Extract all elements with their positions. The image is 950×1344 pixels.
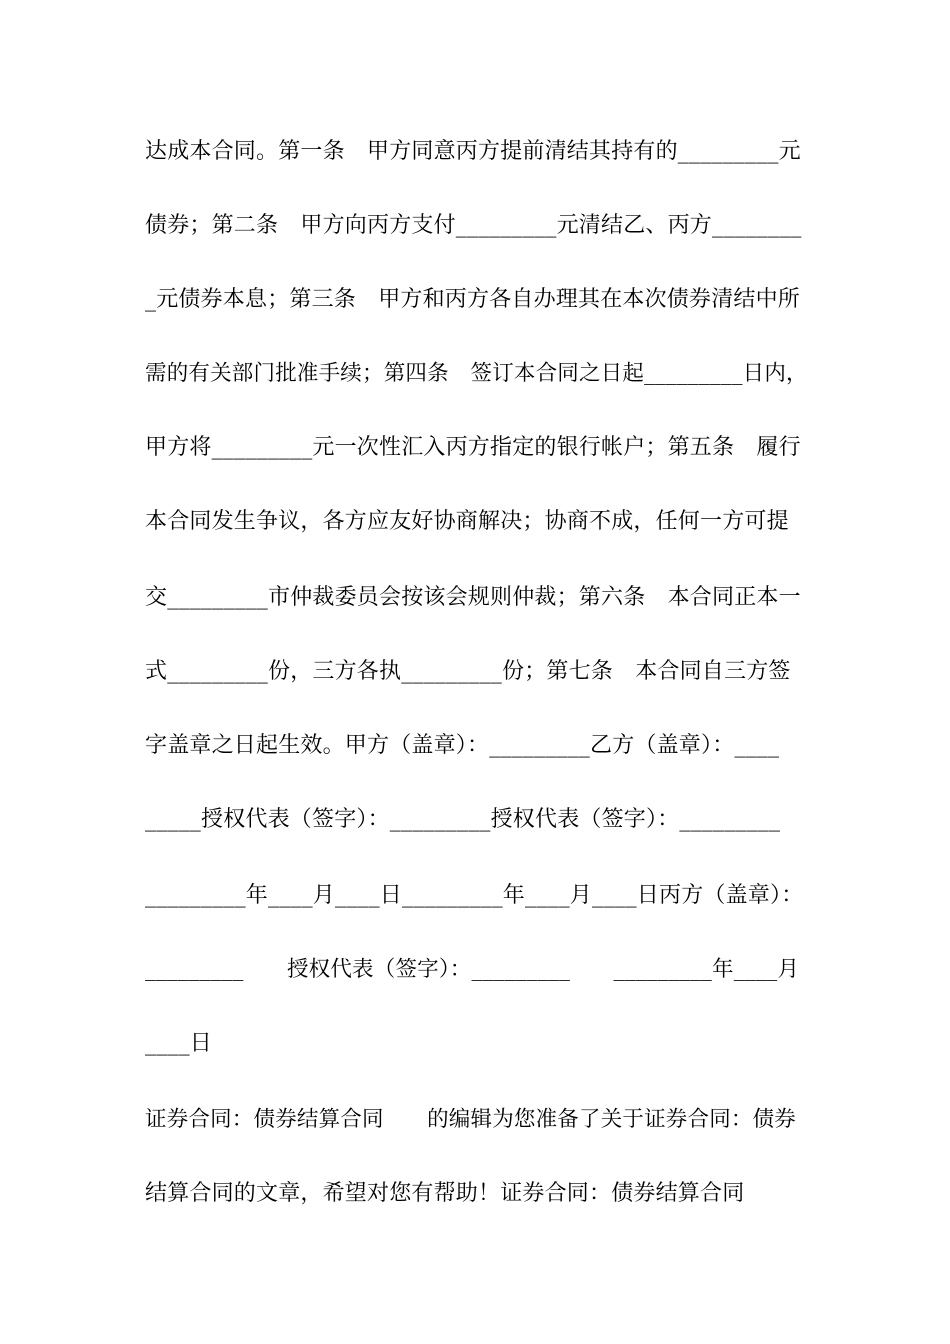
text-line: 式_________份，三方各执_________份；第七条 本合同自三方签 bbox=[145, 659, 791, 684]
text-line: 需的有关部门批准手续；第四条 签订本合同之日起_________日内， bbox=[145, 361, 808, 386]
text-line: 字盖章之日起生效。甲方（盖章）：_________乙方（盖章）：____ bbox=[145, 733, 780, 758]
text-line: 证券合同：债券结算合同 的编辑为您准备了关于证券合同：债券 bbox=[145, 1107, 797, 1132]
text-line: _________年____月____日_________年____月____日丙方（盖章）： bbox=[145, 883, 804, 908]
text-line: _____授权代表（签字）：_________授权代表（签字）：_________ bbox=[145, 807, 781, 832]
text-line: 交_________市仲裁委员会按该会规则仲裁；第六条 本合同正本一 bbox=[145, 585, 801, 610]
text-line: 债券；第二条 甲方向丙方支付_________元清结乙、丙方________ bbox=[145, 213, 802, 238]
text-line: ____日 bbox=[145, 1031, 213, 1056]
text-line: _元债券本息；第三条 甲方和丙方各自办理其在本次债券清结中所 bbox=[145, 287, 801, 312]
text-line: 达成本合同。第一条 甲方同意丙方提前清结其持有的_________元 bbox=[145, 139, 801, 164]
text-line: 本合同发生争议，各方应友好协商解决；协商不成，任何一方可提 bbox=[145, 509, 789, 534]
text-line: _________ 授权代表（签字）：_________ _________年____月 bbox=[145, 957, 800, 982]
text-line: 甲方将_________元一次性汇入丙方指定的银行帐户；第五条 履行 bbox=[145, 435, 801, 460]
text-line: 结算合同的文章，希望对您有帮助！证券合同：债券结算合同 bbox=[145, 1181, 745, 1206]
